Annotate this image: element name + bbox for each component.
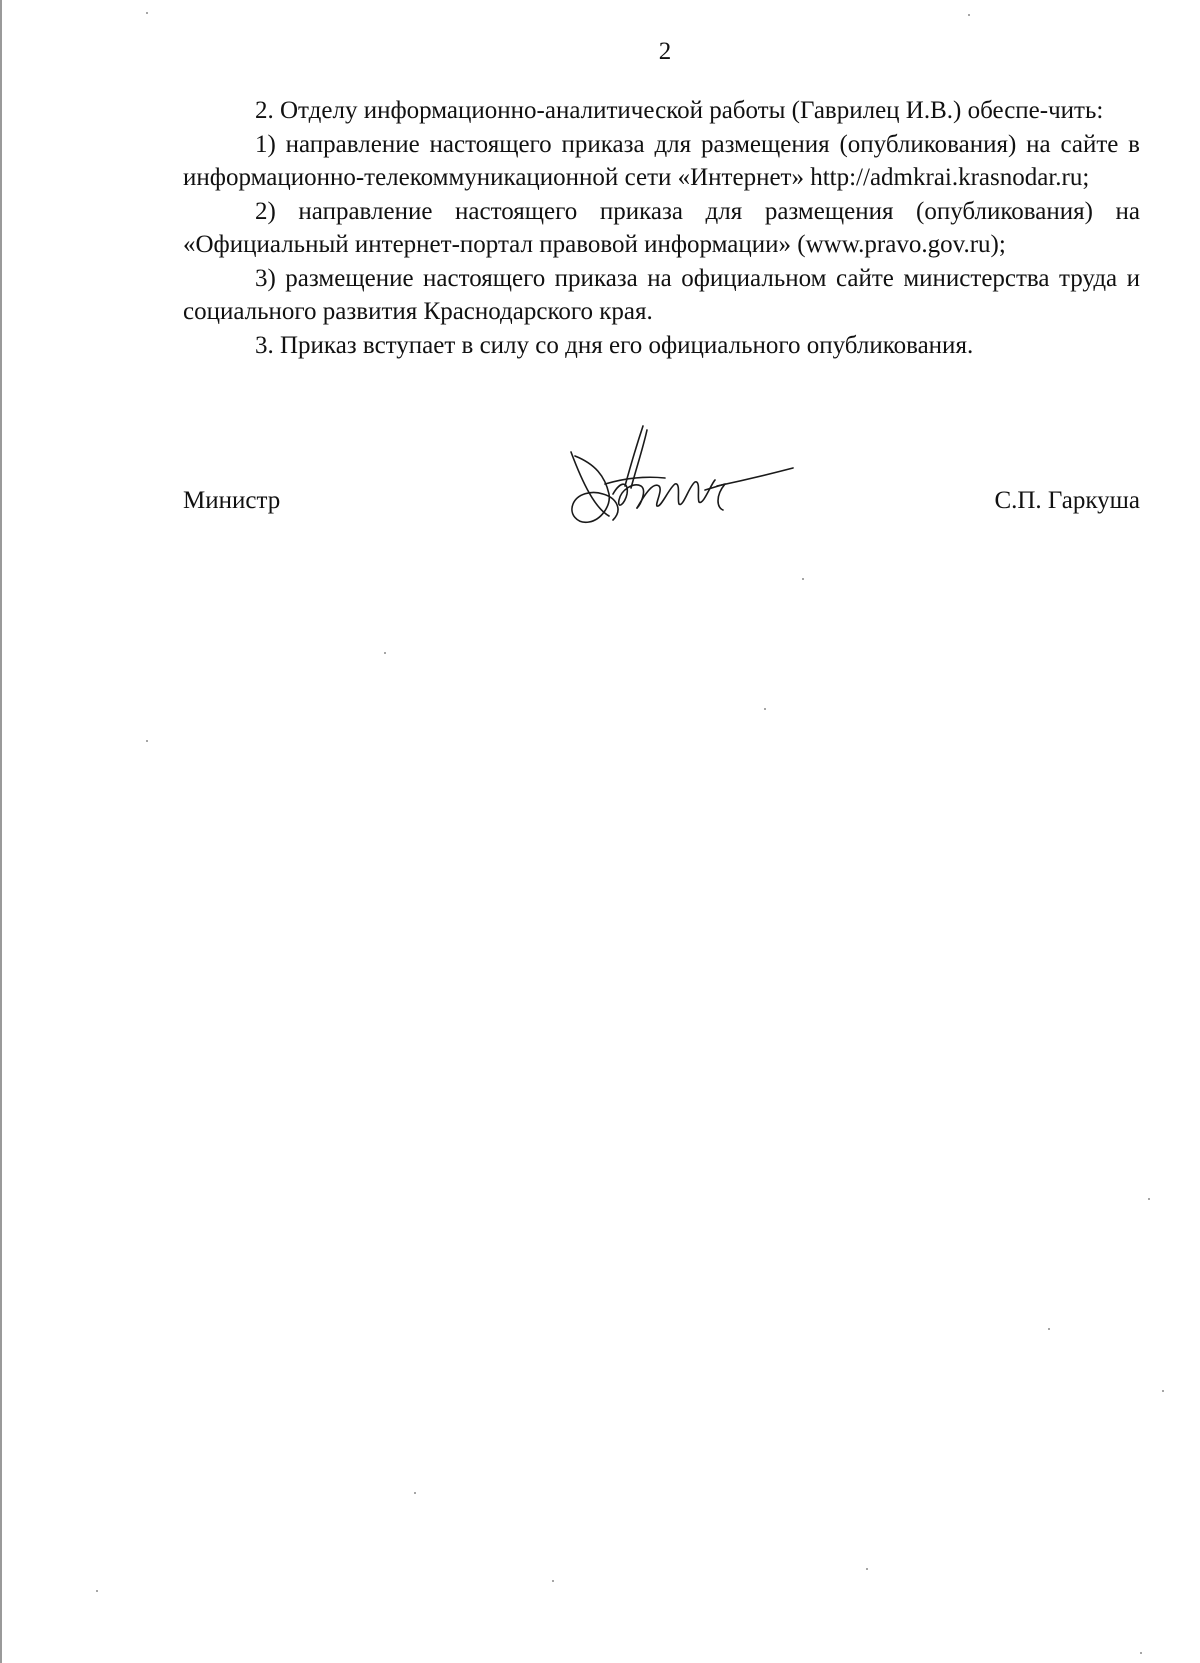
scan-speck xyxy=(96,1590,98,1592)
scan-speck xyxy=(866,1568,868,1570)
scan-speck xyxy=(968,14,970,16)
scan-speck xyxy=(384,652,386,654)
position-title: Министр xyxy=(183,487,281,514)
signer-name: С.П. Гаркуша xyxy=(994,487,1140,514)
page-edge-line xyxy=(0,0,2,1663)
scan-speck xyxy=(764,708,766,710)
handwritten-signature xyxy=(565,424,805,544)
scan-speck xyxy=(1148,1198,1150,1200)
scan-speck xyxy=(1140,1652,1142,1654)
paragraph-item-2: 2. Отделу информационно-аналитической работы (Гаврилец И.В.) обеспе-чить: xyxy=(255,97,1104,124)
paragraph-subitem-1: 1) направление настоящего приказа для размещения (опубликования) на сайте в информационно-телекоммуникационной сети «Интернет» http://admkrai.krasnodar.ru; xyxy=(183,130,1140,191)
scan-speck xyxy=(1048,1328,1050,1330)
scan-speck xyxy=(146,740,148,742)
page-number: 2 xyxy=(658,38,672,65)
scan-speck xyxy=(802,578,804,580)
document-body xyxy=(183,94,1140,362)
scan-speck xyxy=(1162,1390,1164,1392)
scan-speck xyxy=(146,12,148,14)
scan-speck xyxy=(414,1492,416,1494)
paragraph-subitem-2: 2) направление настоящего приказа для размещения (опубликования) на «Официальный интернет-портал правовой информации» (www.pravo.gov.ru); xyxy=(183,197,1140,258)
paragraph-item-3: 3. Приказ вступает в силу со дня его официального опубликования. xyxy=(255,331,974,359)
paragraph-subitem-3: 3) размещение настоящего приказа на официальном сайте министерства труда и социального развития Краснодарского края. xyxy=(183,264,1140,325)
scan-speck xyxy=(552,1580,554,1582)
